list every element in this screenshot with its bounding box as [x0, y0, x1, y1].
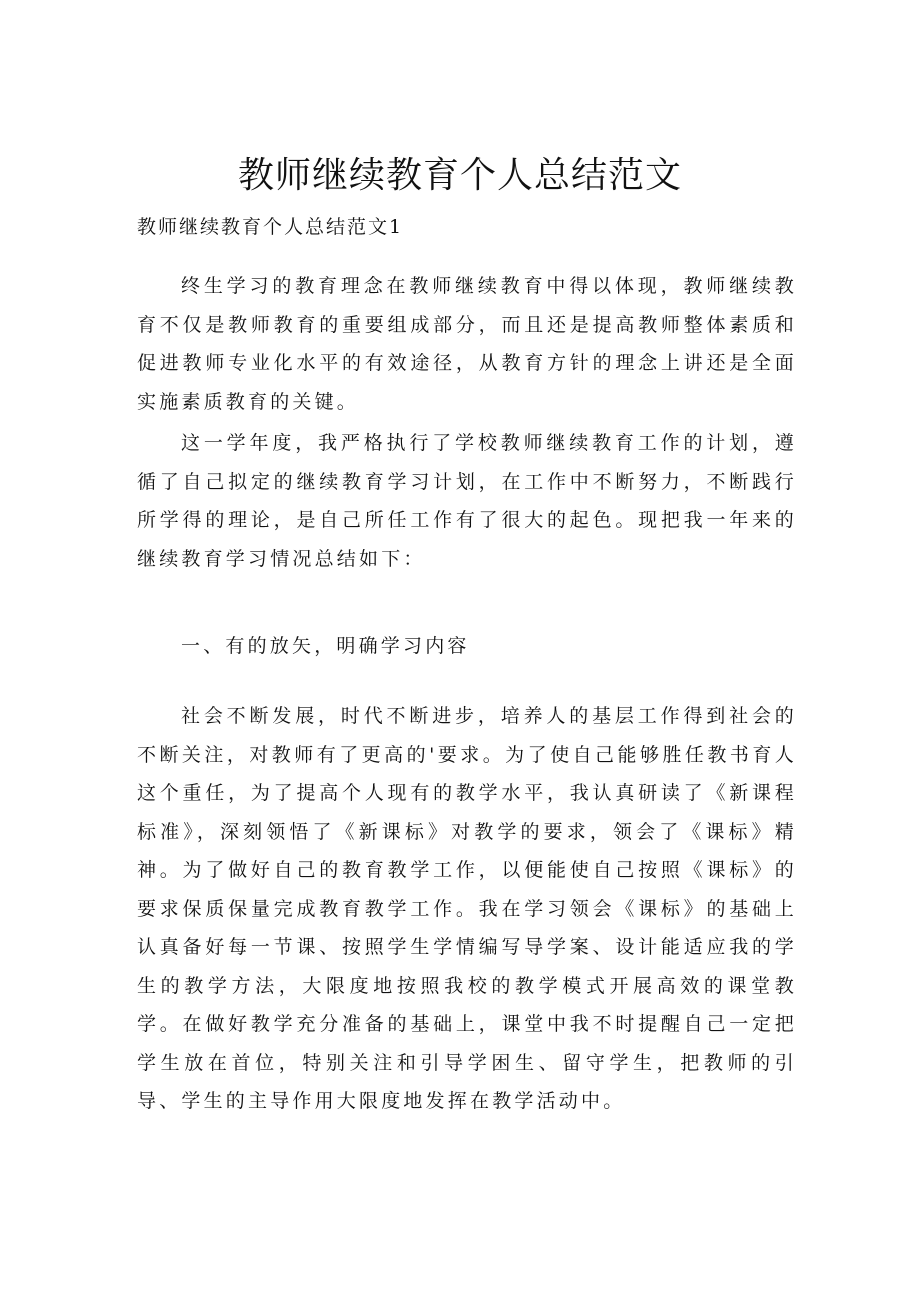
section-heading: 一、有的放矢，明确学习内容 [181, 635, 470, 657]
document-subtitle: 教师继续教育个人总结范文1 [137, 216, 404, 238]
paragraph-intro: 终生学习的教育理念在教师继续教育中得以体现，教师继续教育不仅是教师教育的重要组成部分，而且还是提高教师整体素质和促进教师专业化水平的有效途径，从教育方针的理念上讲还是全面实施素质教育的关键。 [137, 275, 797, 413]
document-title: 教师继续教育个人总结范文 [237, 155, 682, 196]
paragraph-learning-content: 社会不断发展，时代不断进步，培养人的基层工作得到社会的不断关注，对教师有了更高的'要求。为了使自己能够胜任教书育人这个重任，为了提高个人现有的教学水平，我认真研读了《新课程标准》，深刻领悟了《新课标》对教学的要求，领会了《课标》精神。为了做好自己的教育教学工作，以便能使自己按照《课标》的要求保质保量完成教育教学工作。我在学习领会《课标》的基础上认真备好每一节课、按照学生学情编写导学案、设计能适应我的学生的教学方法，大限度地按照我校的教学模式开展高效的课堂教学。在做好教学充分准备的基础上，课堂中我不时提醒自己一定把学生放在首位，特别关注和引导学困生、留守学生，把教师的引导、学生的主导作用大限度地发挥在教学活动中。 [137, 705, 797, 1112]
paragraph-year-summary: 这一学年度，我严格执行了学校教师继续教育工作的计划，遵循了自己拟定的继续教育学习计划，在工作中不断努力，不断践行所学得的理论，是自己所任工作有了很大的起色。现把我一年来的继续教育学习情况总结如下： [137, 432, 797, 570]
